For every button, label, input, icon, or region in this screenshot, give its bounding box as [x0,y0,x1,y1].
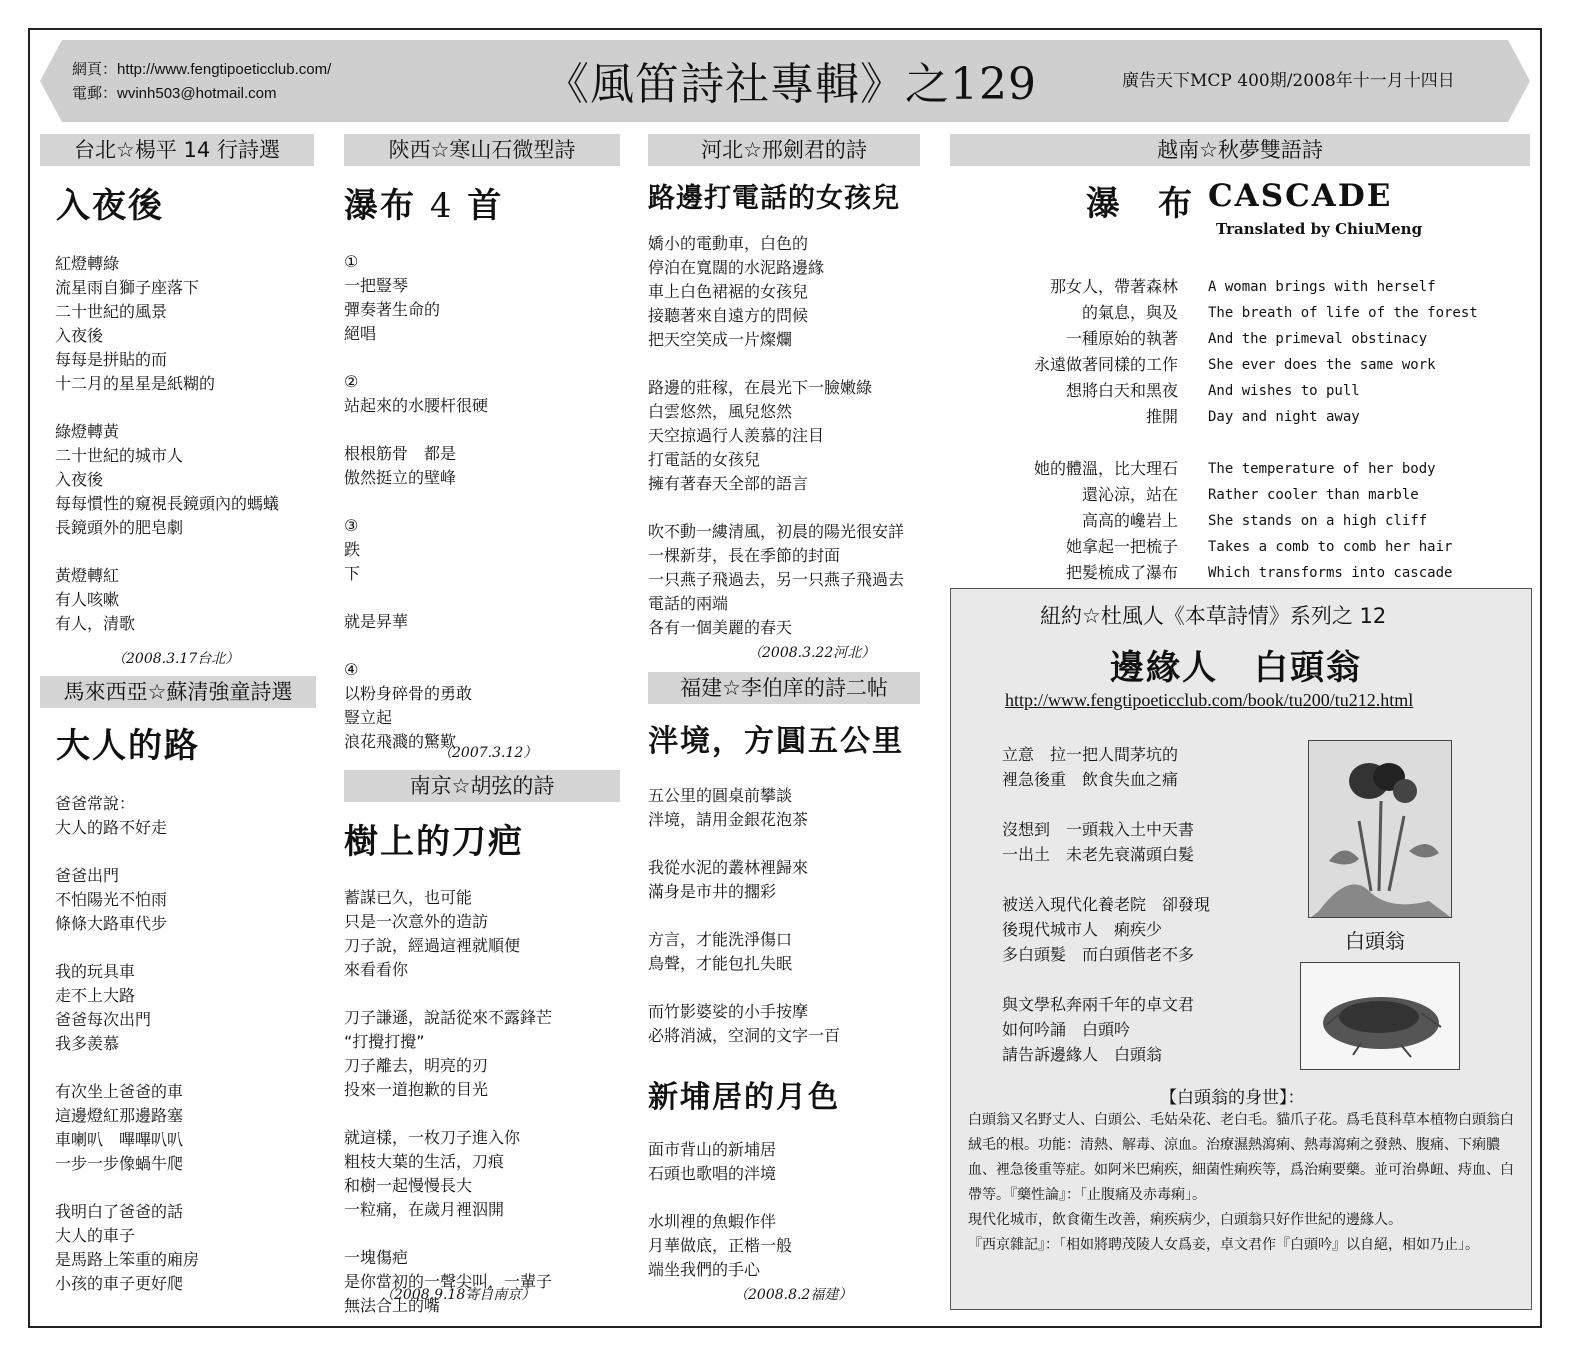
text-line: 永遠做著同樣的工作 [1033,355,1178,374]
box-poem-body [1002,742,1210,1067]
text-line: 天空掠過行人羨慕的注目 [648,426,825,445]
text-line: 投來一道抱歉的目光 [344,1080,489,1099]
text-line: 吹不動一縷清風，初晨的陽光很安詳 [648,522,905,541]
text-line: 有人咳嗽 [55,590,120,609]
text-line: 滿身是市井的擱彩 [648,882,777,901]
poem-date: （2007.3.12） [438,745,538,761]
text-line: And the primeval obstinacy [1208,331,1428,347]
text-line: 每每慣性的窺視長鏡頭內的螞蟻 [55,494,280,513]
text-line: 停泊在寬闊的水泥路邊緣 [648,258,825,277]
text-line: 刀子離去，明亮的刃 [344,1056,489,1075]
text-line: 泮境，請用金銀花泡茶 [648,810,809,829]
text-line: 流星雨自獅子座落下 [55,278,200,297]
text-line: ④ [344,660,359,679]
text-line: 高高的巉岩上 [1081,511,1178,530]
poem-date: （2008.3.17台北） [112,651,240,667]
text-line: 我明白了爸爸的話 [55,1202,184,1221]
text-line: Day and night away [1208,409,1360,425]
poem-body-daoba [344,886,552,1318]
text-line: 十二月的星星是紙糊的 [55,374,216,393]
text-line: 無法合上的嘴 [344,1296,441,1315]
text-line [344,418,488,442]
poem-body-darendelu [55,792,199,1296]
text-line [344,490,488,514]
text-line [55,396,279,420]
text-line: 有人，清歌 [55,614,136,633]
section-header-taipei: 台北☆楊平 14 行詩選 [40,134,314,166]
text-line [1002,792,1210,817]
poem-title-xinpuju: 新埔居的月色 [648,1080,840,1115]
text-line: 一把豎琴 [344,276,409,295]
text-line: 『西京雜記』：「相如將聘茂陵人女爲妾，卓文君作『白頭吟』以自絕，相如乃止」。 [968,1237,1479,1253]
text-line [344,1222,552,1246]
text-line: 入夜後 [55,326,104,345]
poem-date: （2008.3.22河北） [748,645,876,661]
text-line [344,586,488,610]
box-subheading: 【白頭翁的身世】： [1160,1088,1305,1108]
text-line: 就是昇華 [344,612,409,631]
text-line: 跌 [344,540,361,559]
text-line: 多白頭髮 而白頭偕老不多 [1002,945,1195,964]
text-line: 刀子謙遜，說話從來不露鋒芒 [344,1008,553,1027]
text-line: 爸爸常說： [55,794,136,813]
poem-body-panjing [648,784,840,1048]
text-line: 各有一個美麗的春天 [648,618,793,637]
text-line: 綠燈轉黃 [55,422,120,441]
text-line: 接聽著來自遠方的問候 [648,306,809,325]
text-line: 不怕陽光不怕雨 [55,890,168,909]
text-line: 水圳裡的魚蝦作伴 [648,1212,777,1231]
text-line: 方言，才能洗淨傷口 [648,930,793,949]
poem-title-en: CASCADE [1208,178,1393,214]
text-line: 白頭翁又名野丈人、白頭公、毛姑朵花、老白毛。貓爪子花。爲毛茛科草本植物白頭翁白絨毛的根。功能：清熱、解毒、涼血。治療濕熱瀉痢、熱毒瀉痢之發熱、腹痛、下痢膿血、裡急後重等症。如阿米巴痢疾，細菌性痢疾等，爲治痢要藥。並可治鼻衄、痔血、白帶等。『藥性論』：「止腹痛及赤毒痢」。 [968,1112,1514,1203]
text-line: Rather cooler than marble [1208,487,1419,503]
flower-photo [1308,740,1452,918]
text-line: 有次坐上爸爸的車 [55,1082,184,1101]
text-line: 豎立起 [344,708,393,727]
text-line: 那女人，帶著森林 [1049,277,1178,296]
text-line: She stands on a high cliff [1208,513,1428,529]
text-line: 鳥聲，才能包扎失眠 [648,954,793,973]
bilingual-poem-en [1208,274,1478,586]
text-line: 以粉身碎骨的勇敢 [344,684,473,703]
text-line: 傲然挺立的壁峰 [344,468,457,487]
text-line [1208,430,1478,456]
text-line: ③ [344,516,359,535]
text-line: 我多羨慕 [55,1034,120,1053]
text-line: 二十世紀的城市人 [55,446,184,465]
text-line: 每每是拼貼的而 [55,350,168,369]
text-line [1002,867,1210,892]
text-line: 端坐我們的手心 [648,1260,761,1279]
text-line: 而竹影婆娑的小手按摩 [648,1002,809,1021]
text-line: 車喇叭 嗶嗶叭叭 [55,1130,184,1149]
text-line: 紅燈轉綠 [55,254,120,273]
text-line: 長鏡頭外的肥皂劇 [55,518,184,537]
section-header-malaysia: 馬來西亞☆蘇清強童詩選 [40,676,316,708]
text-line [648,904,840,928]
text-line: “打攪打攪” [344,1032,425,1051]
box-description [968,1108,1520,1258]
text-line: ① [344,252,359,271]
text-line: 是馬路上笨重的廂房 [55,1250,200,1269]
text-line: 與文學私奔兩千年的卓文君 [1002,995,1195,1014]
text-line: 一步一步像蝸牛爬 [55,1154,184,1173]
text-line: 如何吟誦 白頭吟 [1002,1020,1131,1039]
text-line: 一粒痛，在歲月裡泅開 [344,1200,505,1219]
poem-title-ruyehou: 入夜後 [56,186,164,226]
bilingual-poem-zh [1000,274,1178,586]
photo-caption: 白頭翁 [1345,929,1405,953]
text-line: 白雲悠然，風兒悠然 [648,402,793,421]
box-title: 邊緣人 白頭翁 [1110,648,1362,688]
page-title: 《風笛詩社專輯》之129 [545,59,1037,110]
text-line [55,1056,199,1080]
text-line: 下 [344,564,361,583]
text-line: 把髮梳成了瀑布 [1065,563,1178,582]
text-line: 大人的路不好走 [55,818,168,837]
text-line: 立意 拉一把人間茅坑的 [1002,745,1179,764]
text-line: 擁有著春天全部的語言 [648,474,809,493]
text-line: 推開 [1145,407,1178,426]
text-line: 她拿起一把梳子 [1065,537,1178,556]
text-line: 沒想到 一頭栽入土中天書 [1002,820,1195,839]
text-line: 絕唱 [344,324,377,343]
text-line: 入夜後 [55,470,104,489]
issue-info: 廣告天下MCP 400期/2008年十一月十四日 [1122,71,1455,91]
text-line [648,496,904,520]
text-line: 一塊傷疤 [344,1248,409,1267]
text-line: The breath of life of the forest [1208,305,1478,321]
text-line [344,982,552,1006]
text-line: 只是一次意外的造訪 [344,912,489,931]
text-line: 站起來的水腰杆很硬 [344,396,489,415]
section-header-shaanxi: 陝西☆寒山石微型詩 [344,134,620,166]
text-line: 大人的車子 [55,1226,136,1245]
poem-title-zh: 瀑 布 [1086,184,1194,224]
text-line: 五公里的圓桌前攀談 [648,786,793,805]
text-line: 二十世紀的風景 [55,302,168,321]
text-line: 來看看你 [344,960,409,979]
text-line [55,936,199,960]
herb-photo [1300,962,1460,1070]
text-line: 石頭也歌唱的泮境 [648,1164,777,1183]
text-line: The temperature of her body [1208,461,1436,477]
text-line: 月華做底，正楷一般 [648,1236,793,1255]
text-line: 一只燕子飛過去，另一只燕子飛過去 [648,570,905,589]
text-line: 是你當初的一聲尖叫，一輩子 [344,1272,553,1291]
poem-body-ruyehou [55,252,279,636]
text-line: And wishes to pull [1208,383,1360,399]
text-line [344,634,488,658]
text-line: 她的體溫，比大理石 [1033,459,1178,478]
text-line: Takes a comb to comb her hair [1208,539,1453,555]
text-line [55,840,199,864]
text-line: Which transforms into cascade [1208,565,1453,581]
text-line: 現代化城市，飲食衛生改善，痢疾病少，白頭翁只好作世紀的邊緣人。 [968,1212,1402,1228]
section-header-hebei: 河北☆邢劍君的詩 [648,134,920,166]
text-line: 打電話的女孩兒 [648,450,761,469]
poem-title-text: 瀑布 [344,186,416,226]
text-line: 走不上大路 [55,986,136,1005]
poem-title-count: 4 [429,186,454,226]
text-line: A woman brings with herself [1208,279,1436,295]
text-line: 彈奏著生命的 [344,300,441,319]
text-line: 刀子說，經過這裡就順便 [344,936,521,955]
text-line: 小孩的車子更好爬 [55,1274,184,1293]
text-line [648,832,840,856]
text-line [55,540,279,564]
text-line: 嬌小的電動車，白色的 [648,234,809,253]
text-line: 把天空笑成一片燦爛 [648,330,793,349]
section-header-fujian: 福建☆李伯庠的詩二帖 [648,672,920,704]
text-line: 面市背山的新埔居 [648,1140,777,1159]
text-line: 裡急後重 飲食失血之痛 [1002,770,1179,789]
poem-title-pubu [344,178,503,227]
text-line: 一種原始的執著 [1065,329,1178,348]
text-line: ② [344,372,359,391]
text-line: 這邊燈紅那邊路塞 [55,1106,184,1125]
box-url-link[interactable]: http://www.fengtipoeticclub.com/book/tu200/tu212.html [1005,690,1414,710]
text-line: 必將消滅，空洞的文字一百 [648,1026,841,1045]
poem-date: （2008.8.2福建） [734,1287,853,1303]
text-line: 蓄謀已久，也可能 [344,888,473,907]
section-header-nanjing: 南京☆胡弦的詩 [344,770,620,802]
text-line: 的氣息，與及 [1081,303,1178,322]
text-line [1002,967,1210,992]
text-line: 路邊的莊稼，在晨光下一臉嫩綠 [648,378,873,397]
text-line [648,976,840,1000]
text-line: 被送入現代化養老院 卻發現 [1002,895,1211,914]
text-line: She ever does the same work [1208,357,1436,373]
text-line: 黃燈轉紅 [55,566,120,585]
text-line [55,1176,199,1200]
text-line: 浪花飛濺的驚歎 [344,732,457,751]
text-line [648,1186,792,1210]
text-line: 和樹一起慢慢長大 [344,1176,473,1195]
poem-body-pubu [344,250,488,754]
text-line: 一棵新芽，長在季節的封面 [648,546,841,565]
text-line [344,1102,552,1126]
text-line: 一出土 未老先衰滿頭白髮 [1002,845,1195,864]
text-line: 我的玩具車 [55,962,136,981]
poem-title-panjing: 泮境，方圓五公里 [648,724,904,759]
text-line: 想將白天和黑夜 [1065,381,1178,400]
text-line: 我從水泥的叢林裡歸來 [648,858,809,877]
text-line: 就這樣，一枚刀子進入你 [344,1128,521,1147]
text-line: 爸爸出門 [55,866,120,885]
text-line: 粗枝大葉的生活，刀痕 [344,1152,505,1171]
website-link[interactable]: 網頁：http://www.fengtipoeticclub.com/ [72,61,332,78]
poem-body-xinpuju [648,1138,792,1282]
poem-title-suffix: 首 [467,186,504,226]
poem-title-daoba: 樹上的刀疤 [344,822,524,862]
email-link[interactable]: 電郵：wvinh503@hotmail.com [72,85,277,102]
box-header: 紐約☆杜風人《本草詩情》系列之 12 [1040,604,1387,628]
poem-body-nuhaier [648,232,904,640]
text-line: 根根筋骨 都是 [344,444,457,463]
text-line: 車上白色裙裾的女孩兒 [648,282,809,301]
translator-credit: Translated by ChiuMeng [1216,220,1423,238]
contact-info [72,58,331,106]
text-line: 後現代城市人 痢疾少 [1002,920,1163,939]
text-line [1000,430,1178,456]
text-line: 電話的兩端 [648,594,729,613]
section-header-vietnam: 越南☆秋夢雙語詩 [950,134,1530,166]
text-line: 還沁涼，站在 [1081,485,1178,504]
text-line [344,346,488,370]
text-line [648,352,904,376]
poem-title-darendelu: 大人的路 [56,726,200,766]
text-line: 條條大路車代步 [55,914,168,933]
text-line: 請告訴邊緣人 白頭翁 [1002,1045,1163,1064]
poem-date: （2008.9.18寄自南京） [380,1287,536,1303]
text-line: 爸爸每次出門 [55,1010,152,1029]
poem-title-nuhaier: 路邊打電話的女孩兒 [648,183,900,214]
